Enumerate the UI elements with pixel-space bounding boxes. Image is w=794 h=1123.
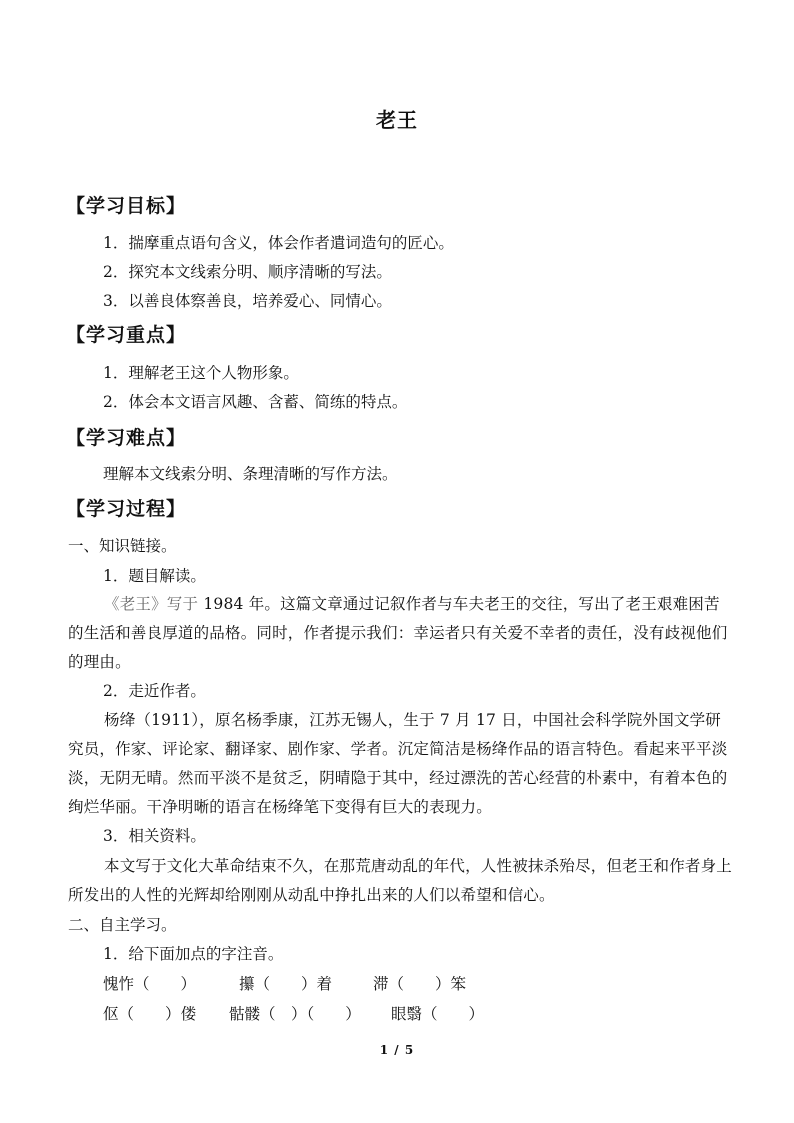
- goal-item-3: 3．以善良体察善良，培养爱心、同情心。: [103, 292, 392, 310]
- pinyin-blank-zhi[interactable]: 滞（ ）笨: [373, 975, 467, 993]
- part2-item1-label: 1．给下面加点的字注音。: [103, 945, 284, 963]
- pinyin-blank-yanyi[interactable]: 眼翳（ ）: [391, 1005, 485, 1023]
- pinyin-row-2: [103, 1004, 484, 1024]
- page-number: 1 / 5: [379, 1043, 415, 1057]
- pinyin-blank-kulou[interactable]: 骷髅（ ）（ ）: [229, 1005, 361, 1023]
- heading-learning-focus: 【学习重点】: [66, 324, 187, 346]
- pinyin-blank-kuizuo[interactable]: 愧怍（ ）: [103, 975, 197, 993]
- focus-item-2: 2．体会本文语言风趣、含蓄、简练的特点。: [103, 393, 408, 411]
- part1-item3-label: 3．相关资料。: [103, 827, 206, 845]
- focus-item-1: 1．理解老王这个人物形象。: [103, 364, 299, 382]
- page-title: 老王: [376, 108, 418, 132]
- author-paragraph: 杨绛（1911），原名杨季康，江苏无锡人，生于 7 月 17 日，中国社会科学院外国文学研究员，作家、评论家、翻译家、剧作家、学者。沉定简洁是杨绛作品的语言特色。看起来平平淡淡，无阴无晴。然而平淡不是贫乏，阴晴隐于其中，经过漂洗的苦心经营的朴素中，有着本色的绚烂华丽。干净明晰的语言在杨绛笔下变得有巨大的表现力。: [68, 711, 728, 816]
- part1-item2-label: 2．走近作者。: [103, 682, 206, 700]
- heading-learning-process: 【学习过程】: [66, 498, 187, 520]
- part2-label: 二、自主学习。: [68, 916, 177, 934]
- heading-learning-goals: 【学习目标】: [66, 195, 187, 217]
- part1-label: 一、知识链接。: [68, 537, 177, 555]
- difficulty-text: 理解本文线索分明、条理清晰的写作方法。: [103, 465, 398, 483]
- part1-item1-label: 1．题目解读。: [103, 567, 206, 585]
- pinyin-blank-yulou[interactable]: 伛（ ）偻: [103, 1005, 197, 1023]
- title-interpretation-text: 1984 年。这篇文章通过记叙作者与车夫老王的交往，写出了老王艰难困苦的生活和善良厚道的品格。同时，作者提示我们：幸运者只有关爱不幸者的责任，没有歧视他们的理由。: [68, 595, 728, 671]
- pinyin-row-1: [103, 974, 466, 994]
- pinyin-blank-zuan[interactable]: 攥（ ）着: [239, 975, 333, 993]
- title-interpretation-paragraph: [68, 590, 734, 677]
- book-title-ref: 《老王》写于: [104, 595, 199, 613]
- background-paragraph: 本文写于文化大革命结束不久，在那荒唐动乱的年代，人性被抹杀殆尽，但老王和作者身上所发出的人性的光辉却给刚刚从动乱中挣扎出来的人们以希望和信心。: [68, 857, 733, 904]
- heading-learning-difficulty: 【学习难点】: [66, 427, 187, 449]
- goal-item-1: 1．揣摩重点语句含义，体会作者遣词造句的匠心。: [103, 234, 454, 252]
- goal-item-2: 2．探究本文线索分明、顺序清晰的写法。: [103, 263, 392, 281]
